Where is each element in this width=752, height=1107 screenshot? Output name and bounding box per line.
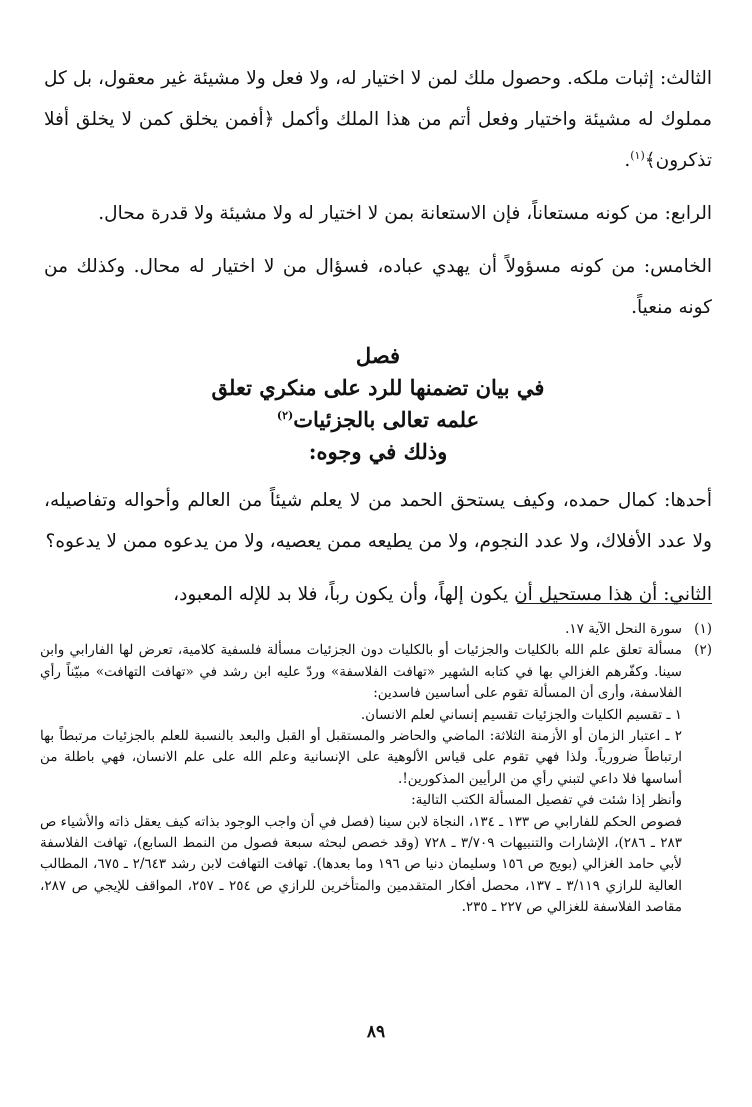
heading-line-1: فصل (355, 343, 401, 368)
footnote-line: سورة النحل الآية ١٧. (565, 621, 682, 637)
paragraph-third: الثالث: إثبات ملكه. وحصول ملك لمن لا اختيار له، ولا فعل ولا مشيئة غير معقول، بل كل مملوك له مشيئة واختيار وفعل أتم من هذا الملك وأكمل ﴿أفمن يخلق كمن لا يخلق أفلا تذكرون﴾$^{(١)}$. (44, 68, 712, 171)
paragraph-first-aspect: أحدها: كمال حمده، وكيف يستحق الحمد من لا يعلم شيئاً من العالم وأحواله وتفاصيله، ولا عدد الأفلاك، ولا عدد النجوم، ولا من يطيعه ممن يعصيه، ولا من يدعوه ممن لا يدعوه؟ (44, 490, 712, 552)
paragraph-fifth: الخامس: من كونه مسؤولاً أن يهدي عباده، فسؤال من لا اختيار له محال. وكذلك من كونه منعياً. (44, 256, 712, 318)
paragraph-second-aspect: الثاني: أن هذا مستحيل أن يكون إلهاً، وأن يكون رباً، فلا بد للإله المعبود، (173, 584, 712, 605)
main-text (44, 58, 712, 627)
paragraph-third-text: الثالث: إثبات ملكه. وحصول ملك لمن لا اختيار له، ولا فعل ولا مشيئة غير معقول، بل كل مملوك له مشيئة واختيار وفعل أتم من هذا الملك وأكمل ﴿أفمن يخلق كمن لا يخلق أفلا تذكرون﴾ (44, 68, 712, 171)
heading-line-4: وذلك في وجوه: (308, 439, 448, 464)
footnote-body (40, 640, 682, 918)
footnote-separator (517, 603, 712, 604)
footnote-line: ١ ـ تقسيم الكليات والجزئيات تقسيم إنساني لعلم الانسان. (360, 706, 682, 723)
heading-line-3-text: علمه تعالى بالجزئيات (293, 407, 480, 432)
page-number: ٨٩ (366, 1022, 386, 1042)
footnote-2 (40, 640, 712, 918)
footnote-line: وأنظر إذا شئت في تفصيل المسألة الكتب التالية: (411, 792, 682, 809)
footnote-line: مسألة تعلق علم الله بالكليات والجزئيات أو بالكليات دون الجزئيات مسألة فلسفية كلامية، تعرض لها الفارابي وابن سينا. وكفّرهم الغزالي بها في كتابه الشهير «تهافت الفلاسفة» وردّ عليه ابن رشد في «تهافت التهافت» مبيّناً رأي الفلاسفة، وأرى أن المسألة تقوم على أساسين فاسدين: (40, 642, 682, 702)
footnote-number: (١) (694, 621, 712, 637)
footnote-number: (٢) (694, 642, 712, 659)
section-heading (44, 340, 712, 468)
heading-line-3 (44, 404, 712, 436)
footnote-ref-1: (١) (630, 148, 645, 162)
footnotes (40, 619, 712, 919)
footnote-line: ٢ ـ اعتبار الزمان أو الأزمنة الثلاثة: الماضي والحاضر والمستقبل أو القبل والبعد بالنسبة للعلم بالجزئيات مرتبطاً بها ارتباطاً ضرورياً. ولذا فهي تقوم على قياس الألوهية على الإنسانية وعلم الله على علم الانسان، فهي باطلة من أساسها فلا داعي لتبني رأي من الرأيين المذكورين!. (40, 728, 682, 787)
footnote-ref-2: (٢) (276, 409, 294, 422)
paragraph-fourth: الرابع: من كونه مستعاناً، فإن الاستعانة بمن لا اختيار له ولا مشيئة ولا قدرة محال. (98, 203, 712, 224)
heading-line-2: في بيان تضمنها للرد على منكري تعلق (211, 375, 545, 400)
footnote-body (40, 619, 682, 640)
footnote-line: فصوص الحكم للفارابي ص ١٣٣ ـ ١٣٤، النجاة لابن سينا (فصل في أن واجب الوجود بذاته كيف يعقل ذاته والأشياء ص ٢٨٣ ـ ٢٨٦)، الإشارات والتنبيهات ٣/٧٠٩ ـ ٧٢٨ (وقد خصص لبحثه سبعة فصول من النمط السابع)، تهافت الفلاسفة لأبي حامد الغزالي (بويج ص ١٥٦ وسليمان دنيا ص ١٩٦ وما بعدها). تهافت التهافت لابن رشد ٢/٦٤٣ ـ ٦٧٥، المطالب العالية للرازي ٣/١١٩ ـ ١٣٧، محصل أفكار المتقدمين والمتأخرين للرازي ص ٢٥٤ ـ ٢٥٧، المواقف للإيجي ص ٢٨٧، مقاصد الفلاسفة للغزالي ص ٢٢٧ ـ ٢٣٥. (40, 813, 682, 916)
footnote-1 (40, 619, 712, 640)
